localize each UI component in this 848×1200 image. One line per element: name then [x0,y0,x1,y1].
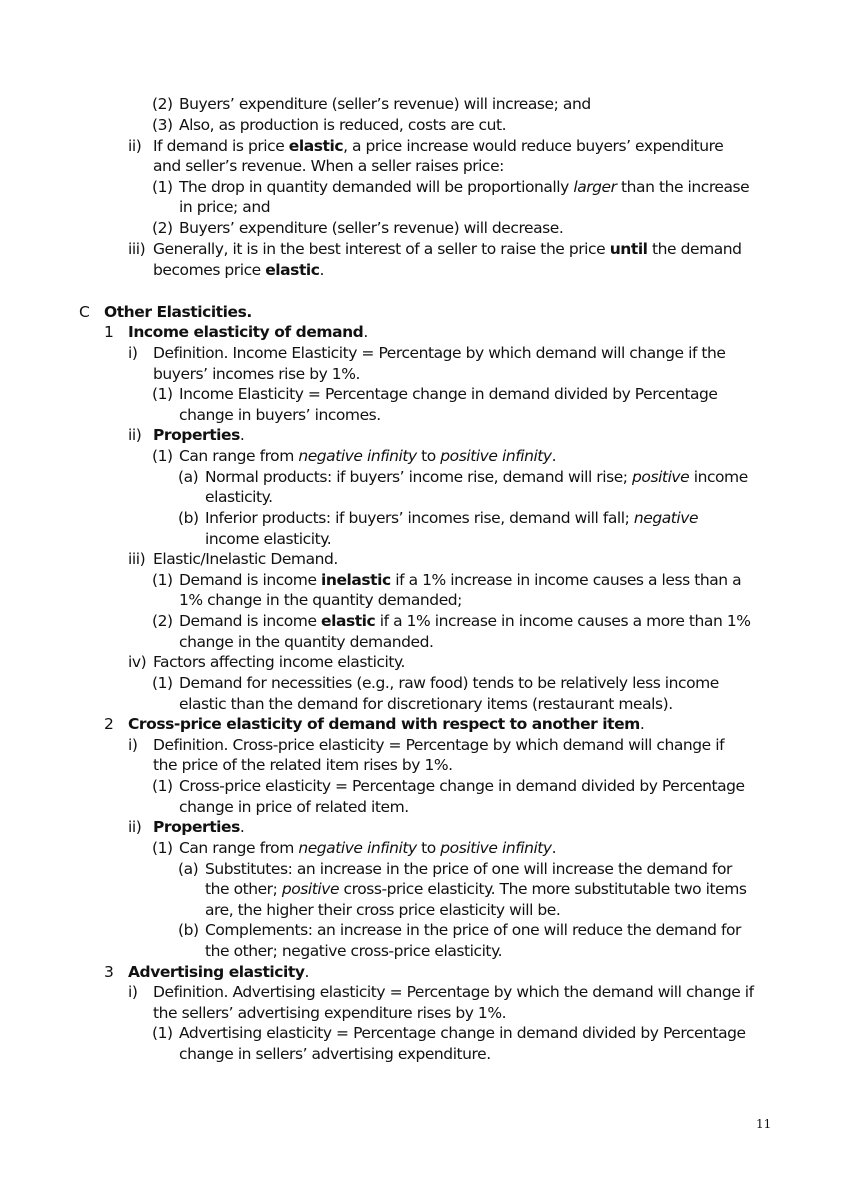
line-text: Normal products: if buyers’ income rise, demand will rise; positive income [205,468,748,486]
list-marker: (2) [152,219,173,237]
line-text: Inferior products: if buyers’ incomes rise, demand will fall; negative [205,509,699,527]
list-marker: (2) [152,612,173,630]
line-text: Demand for necessities (e.g., raw food) tends to be relatively less income [179,674,719,692]
page-number: 11 [756,1117,772,1131]
line-text: Generally, it is in the best interest of a seller to raise the price until the demand [153,240,742,258]
line-text: the other; negative cross-price elasticity. [205,942,503,960]
line-text: Definition. Advertising elasticity = Percentage by which the demand will change if [153,983,754,1001]
list-marker: ii) [128,426,142,444]
list-marker: i) [128,983,138,1001]
line-text: Also, as production is reduced, costs are cut. [179,116,507,134]
line-text: Buyers’ expenditure (seller’s revenue) will decrease. [179,219,564,237]
list-marker: (1) [152,674,173,692]
list-marker: C [79,303,90,321]
line-text: are, the higher their cross price elasticity will be. [205,901,561,919]
line-text: Demand is income inelastic if a 1% increase in income causes a less than a [179,571,742,589]
line-text: If demand is price elastic, a price increase would reduce buyers’ expenditure [153,137,724,155]
list-marker: 2 [104,715,114,733]
line-text: Buyers’ expenditure (seller’s revenue) will increase; and [179,95,591,113]
line-text: elasticity. [205,488,273,506]
line-text: 1% change in the quantity demanded; [179,591,462,609]
line-text: Definition. Income Elasticity = Percentage by which demand will change if the [153,344,726,362]
line-text: Advertising elasticity = Percentage change in demand divided by Percentage [179,1024,746,1042]
list-marker: ii) [128,137,142,155]
line-text: Demand is income elastic if a 1% increase in income causes a more than 1% [179,612,751,630]
line-text: becomes price elastic. [153,261,324,279]
line-text: The drop in quantity demanded will be proportionally larger than the increase [179,178,750,196]
list-marker: iv) [128,653,147,671]
line-text: Elastic/Inelastic Demand. [153,550,338,568]
list-marker: 1 [104,323,114,341]
line-text: the sellers’ advertising expenditure rises by 1%. [153,1004,507,1022]
line-text: Properties. [153,818,245,836]
line-text: the price of the related item rises by 1%. [153,756,453,774]
line-text: Substitutes: an increase in the price of one will increase the demand for [205,860,732,878]
line-text: change in price of related item. [179,798,409,816]
list-marker: (2) [152,95,173,113]
list-marker: (1) [152,571,173,589]
line-text: Can range from negative infinity to positive infinity. [179,447,557,465]
list-marker: iii) [128,240,146,258]
list-marker: (1) [152,178,173,196]
list-marker: (1) [152,1024,173,1042]
list-marker: 3 [104,963,114,981]
list-marker: i) [128,736,138,754]
line-text: income elasticity. [205,530,332,548]
line-text: Properties. [153,426,245,444]
list-marker: (b) [178,509,199,527]
line-text: in price; and [179,198,271,216]
line-text: buyers’ incomes rise by 1%. [153,365,360,383]
line-text: the other; positive cross-price elasticity. The more substitutable two items [205,880,747,898]
list-marker: (1) [152,777,173,795]
line-text: Definition. Cross-price elasticity = Percentage by which demand will change if [153,736,725,754]
list-marker: (a) [178,860,199,878]
list-marker: (a) [178,468,199,486]
line-text: change in buyers’ incomes. [179,406,381,424]
list-marker: (b) [178,921,199,939]
line-text: Income Elasticity = Percentage change in demand divided by Percentage [179,385,718,403]
line-text: change in sellers’ advertising expenditure. [179,1045,491,1063]
line-text: and seller’s revenue. When a seller raises price: [153,157,504,175]
list-marker: iii) [128,550,146,568]
list-marker: (1) [152,447,173,465]
line-text: Cross-price elasticity = Percentage change in demand divided by Percentage [179,777,745,795]
line-text: Advertising elasticity. [128,963,309,981]
line-text: elastic than the demand for discretionary items (restaurant meals). [179,695,673,713]
list-marker: i) [128,344,138,362]
list-marker: ii) [128,818,142,836]
line-text: Cross-price elasticity of demand with respect to another item. [128,715,645,733]
line-text: Complements: an increase in the price of one will reduce the demand for [205,921,741,939]
line-text: Can range from negative infinity to positive infinity. [179,839,557,857]
line-text: Income elasticity of demand. [128,323,368,341]
list-marker: (3) [152,116,173,134]
list-marker: (1) [152,839,173,857]
list-marker: (1) [152,385,173,403]
line-text: change in the quantity demanded. [179,633,434,651]
line-text: Other Elasticities. [104,303,252,321]
line-text: Factors affecting income elasticity. [153,653,405,671]
